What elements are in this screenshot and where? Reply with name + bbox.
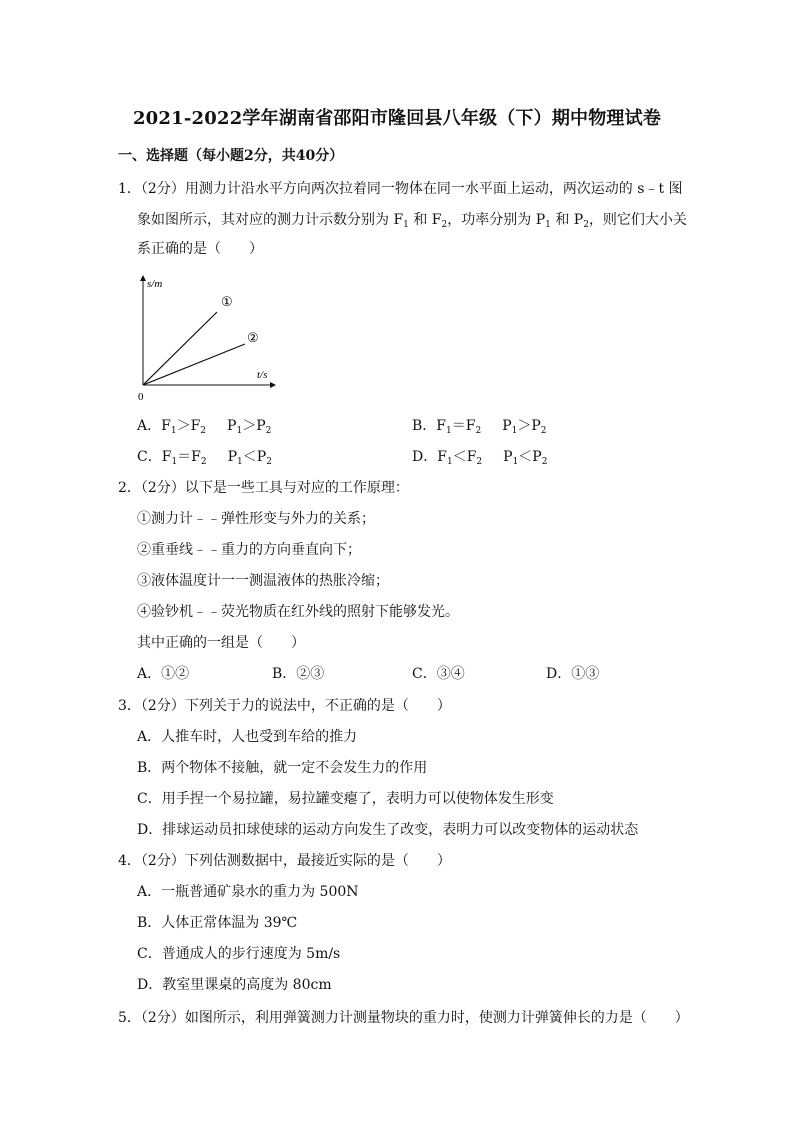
- line-1-label: ①: [221, 294, 233, 309]
- q5-stem: 5．（2分）如图所示，利用弹簧测力计测量物块的重力时，使测力计弹簧伸长的力是（ ）: [118, 1010, 689, 1026]
- q2-stem: 2．（2分）以下是一些工具与对应的工作原理：: [118, 480, 409, 496]
- q4-stem: 4．（2分）下列估测数据中，最接近实际的是（ ）: [118, 853, 451, 869]
- q2-item-2: ②重垂线﹣﹣重力的方向垂直向下；: [137, 542, 361, 558]
- q4-option-a[interactable]: A．一瓶普通矿泉水的重力为 500N: [137, 884, 359, 900]
- section-heading: 一、选择题（每小题2分，共40分）: [118, 148, 344, 164]
- graph-line-2: [143, 344, 245, 385]
- q4-option-b[interactable]: B．人体正常体温为 39℃: [137, 915, 298, 931]
- q1-stem-line3: 系正确的是（ ）: [137, 241, 263, 257]
- q3-option-d[interactable]: D．排球运动员扣球使球的运动方向发生了改变，表明力可以改变物体的运动状态: [137, 822, 639, 838]
- q3-stem: 3．（2分）下列关于力的说法中，不正确的是（ ）: [118, 698, 451, 714]
- exam-title: 2021-2022学年湖南省邵阳市隆回县八年级（下）期中物理试卷: [132, 108, 662, 129]
- q1-stem-line2: 象如图所示，其对应的测力计示数分别为 $F_1$ 和 $F_2$，功率分别为 $P_1$ 和 $P_2$，则它们大小关: [137, 212, 687, 230]
- q2-option-c[interactable]: C．③④: [412, 666, 465, 682]
- q3-option-b[interactable]: B．两个物体不接触，就一定不会发生力的作用: [137, 760, 428, 776]
- q2-item-1: ①测力计﹣﹣弹性形变与外力的关系；: [137, 511, 375, 527]
- x-axis-label: t/s: [257, 369, 268, 381]
- q2-ask: 其中正确的一组是（ ）: [137, 635, 305, 651]
- q2-option-d[interactable]: D．①③: [546, 666, 600, 682]
- q2-item-4: ④验钞机﹣﹣荧光物质在红外线的照射下能够发光。: [137, 604, 459, 620]
- q1-option-c[interactable]: C．$F_1=F_2$ $P_1<P_2$: [137, 449, 272, 467]
- q1-option-b[interactable]: B．$F_1=F_2$ $P_1>P_2$: [412, 418, 547, 436]
- q1-option-a[interactable]: A．$F_1>F_2$ $P_1>P_2$: [137, 418, 272, 436]
- line-2-label: ②: [247, 330, 259, 345]
- graph-line-1: [143, 312, 217, 385]
- q1-option-d[interactable]: D．$F_1<F_2$ $P_1<P_2$: [412, 449, 548, 467]
- q2-option-a[interactable]: A．①②: [137, 666, 190, 682]
- q1-stem-line1: 1．（2分）用测力计沿水平方向两次拉着同一物体在同一水平面上运动，两次运动的 s﹣t 图: [118, 181, 683, 197]
- q2-option-b[interactable]: B．②③: [272, 666, 325, 682]
- q4-option-d[interactable]: D．教室里课桌的高度为 80cm: [137, 977, 332, 993]
- q3-option-c[interactable]: C．用手捏一个易拉罐，易拉罐变瘪了，表明力可以使物体发生形变: [137, 791, 554, 807]
- q1-st-graph: [133, 270, 283, 405]
- q2-item-3: ③液体温度计一一测温液体的热胀冷缩；: [137, 573, 389, 589]
- y-axis-label: s/m: [147, 278, 163, 290]
- q3-option-a[interactable]: A．人推车时，人也受到车给的推力: [137, 729, 358, 745]
- q4-option-c[interactable]: C．普通成人的步行速度为 5m/s: [137, 946, 341, 962]
- origin-label: 0: [138, 391, 144, 403]
